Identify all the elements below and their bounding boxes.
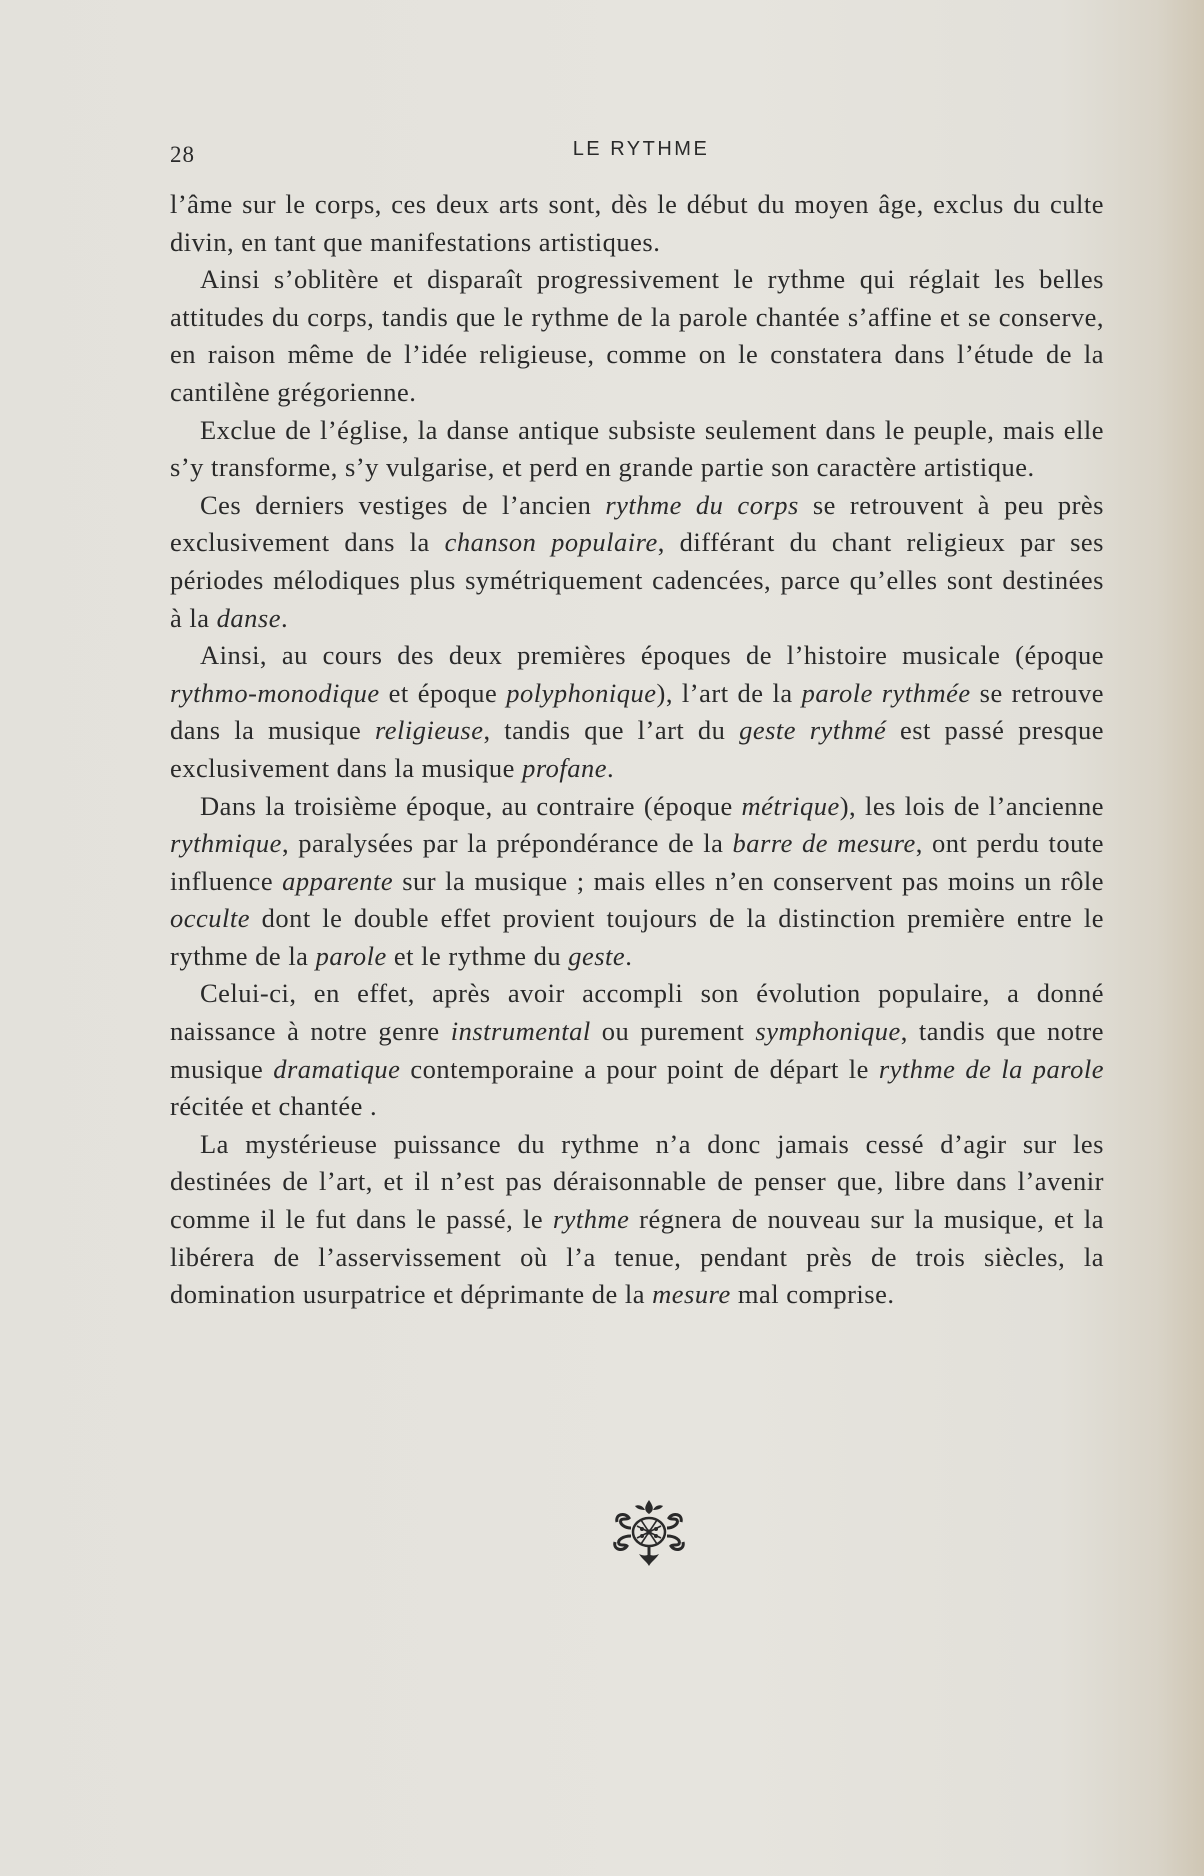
- text-run: .: [607, 752, 615, 783]
- text-run: Ainsi s’oblitère et disparaît progressivement le rythme qui réglait les belles attitudes du corps, tandis que le rythme de la parole chantée s’affine et se conserve, en raison même de l’idée religieuse, comme on le constatera dans l’étude de la cantilène grégorienne.: [170, 264, 1104, 407]
- body-text: [170, 186, 1104, 1314]
- paragraph: [170, 186, 1104, 261]
- italic-text: profane: [522, 752, 608, 783]
- italic-text: parole: [315, 940, 387, 971]
- text-run: est passé presque exclusivement dans la musique: [170, 715, 1105, 783]
- paragraph: [170, 1126, 1104, 1314]
- italic-text: apparente: [282, 865, 394, 896]
- text-run: et époque: [379, 677, 507, 708]
- text-run: Exclue de l’église, la danse antique subsiste seulement dans le peuple, mais elle s’y transforme, s’y vulgarise, et perd en grande partie son caractère artistique.: [170, 414, 1104, 483]
- running-head: LE RYTHME: [572, 138, 710, 160]
- text-run: Dans la troisième époque, au contraire (époque: [200, 790, 742, 821]
- italic-text: danse: [216, 602, 281, 633]
- text-run: , tandis que notre musique: [170, 1016, 1104, 1084]
- text-run: .: [280, 602, 289, 633]
- text-run: , différant du chant religieux par ses périodes mélodiques plus symétriquement cadencées, parce qu’elles sont destinées à la: [170, 527, 1104, 633]
- text-run: , tandis que l’art du: [483, 715, 740, 746]
- text-run: et le rythme du: [386, 940, 569, 971]
- text-run: sur la musique ; mais elles n’en conservent pas moins un rôle: [393, 865, 1104, 896]
- text-run: mal comprise.: [730, 1279, 895, 1310]
- paragraph: [170, 412, 1104, 487]
- text-run: , ont perdu toute influence: [170, 828, 1105, 896]
- paragraph: [170, 637, 1104, 787]
- italic-text: métrique: [741, 790, 840, 821]
- text-run: régnera de nouveau sur la musique, et la libérera de l’asservissement où l’a tenue, pendant près de trois siècles, la domination usurpatrice et déprimante de la: [170, 1204, 1104, 1310]
- paragraph: [170, 788, 1104, 976]
- fleuron-ornament-icon: [609, 1496, 689, 1568]
- italic-text: instrumental: [450, 1016, 591, 1047]
- italic-text: mesure: [652, 1279, 731, 1310]
- text-run: dont le double effet provient toujours de la distinction première entre le rythme de la: [170, 903, 1104, 971]
- italic-text: barre de mesure: [732, 828, 916, 859]
- italic-text: rythme: [552, 1204, 630, 1235]
- text-run: , paralysées par la prépondérance de la: [281, 828, 733, 859]
- text-run: Celui-ci, en effet, après avoir accompli son évolution populaire, a donné naissance à notre genre: [170, 978, 1104, 1047]
- text-run: l’âme sur le corps, ces deux arts sont, dès le début du moyen âge, exclus du culte divin, en tant que manifestations artistiques.: [170, 189, 1104, 257]
- text-run: .: [625, 940, 633, 971]
- italic-text: parole rythmée: [801, 677, 971, 708]
- text-run: La mystérieuse puissance du rythme n’a donc jamais cessé d’agir sur les destinées de l’art, et il n’est pas déraisonnable de penser que, libre dans l’avenir comme il le fut dans le passé, le: [170, 1128, 1104, 1235]
- paragraph: [170, 261, 1104, 411]
- text-run: se retrouvent à peu près exclusivement dans la: [170, 489, 1104, 558]
- italic-text: rythme de la parole: [878, 1053, 1104, 1084]
- italic-text: symphonique: [755, 1016, 901, 1047]
- italic-text: chanson populaire: [444, 527, 658, 558]
- italic-text: dramatique: [273, 1053, 401, 1084]
- text-run: ou purement: [590, 1016, 756, 1047]
- text-run: ), l’art de la: [656, 677, 802, 708]
- text-run: ), les lois de l’ancienne: [839, 790, 1104, 821]
- paragraph: [170, 487, 1104, 637]
- italic-text: occulte: [170, 903, 251, 934]
- text-run: récitée et chantée .: [170, 1091, 378, 1122]
- text-run: contemporaine a pour point de départ le: [400, 1053, 879, 1084]
- italic-text: rythme du corps: [605, 489, 799, 520]
- italic-text: geste rythmé: [739, 715, 887, 746]
- italic-text: geste: [568, 940, 626, 971]
- italic-text: rythmique: [170, 828, 282, 859]
- text-run: se retrouve dans la musique: [170, 677, 1104, 746]
- italic-text: polyphonique: [506, 677, 657, 708]
- text-run: Ainsi, au cours des deux premières époques de l’histoire musicale (époque: [200, 640, 1104, 671]
- paragraph: [170, 975, 1104, 1125]
- page-header: [170, 138, 1112, 168]
- italic-text: religieuse: [374, 715, 484, 746]
- text-run: Ces derniers vestiges de l’ancien: [200, 489, 606, 520]
- page-number: 28: [170, 142, 195, 167]
- italic-text: rythmo-monodique: [170, 677, 380, 708]
